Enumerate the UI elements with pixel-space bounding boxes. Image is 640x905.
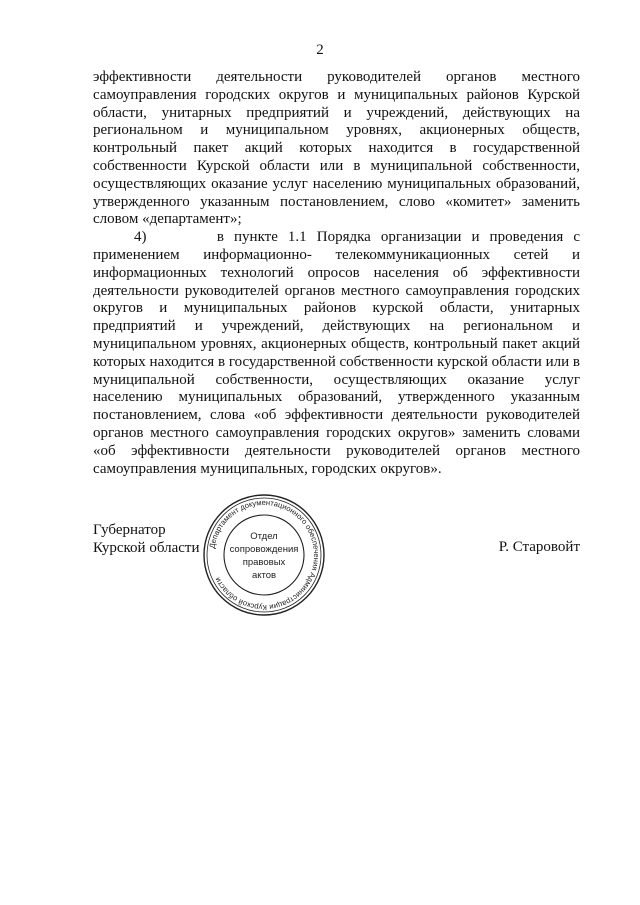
signatory-name: Р. Старовойт	[498, 539, 580, 555]
document-body	[93, 69, 580, 478]
stamp-center-line2: сопровождения	[229, 544, 299, 555]
signature-block	[93, 497, 580, 632]
signatory-title-line1: Губернатор	[93, 522, 166, 538]
stamp-center-line3: правовых	[242, 557, 286, 568]
official-stamp	[201, 492, 327, 618]
signatory-title-line2: Курской области	[93, 539, 200, 556]
stamp-outer-text: Департамент документационного обеспечения Администрации Курской области	[207, 497, 322, 613]
stamp-center-line1: Отдел	[250, 531, 278, 542]
stamp-center-line4: актов	[251, 570, 277, 581]
signatory-title	[93, 522, 199, 558]
paragraph-item-4: 4) в пункте 1.1 Порядка организации и проведения с применением информационно- телекоммуникационных сетей и информационных технологий опросов населения об эффективности деятельности руководителей органов местного самоуправления городских округов и муниципальных районов курской области, унитарных предприятий и учреждений, действующих на региональном и муниципальном уровнях, акционерных обществ, контрольный пакет акций которых находится в государственной собственности курской области или в муниципальной собственности, осуществляющих оказание услуг населению муниципальных образований, утвержденного указанным постановлением, слова «об эффективности деятельности руководителей органов местного самоуправления городских округов» заменить словами «об эффективности деятельности руководителей органов местного самоуправления муниципальных, городских округов».	[93, 229, 580, 477]
page-number: 2	[316, 42, 324, 58]
paragraph-continuation: эффективности деятельности руководителей органов местного самоуправления городских округов и муниципальных районов Курской области, унитарных предприятий и учреждений, действующих на региональном и муниципальном уровнях, акционерных обществ, контрольный пакет акций которых находится в государственной собственности Курской области или в муниципальной собственности, осуществляющих оказание услуг населению муниципальных образований, утвержденного указанным постановлением, слово «комитет» заменить словом «департамент»;	[93, 69, 580, 228]
